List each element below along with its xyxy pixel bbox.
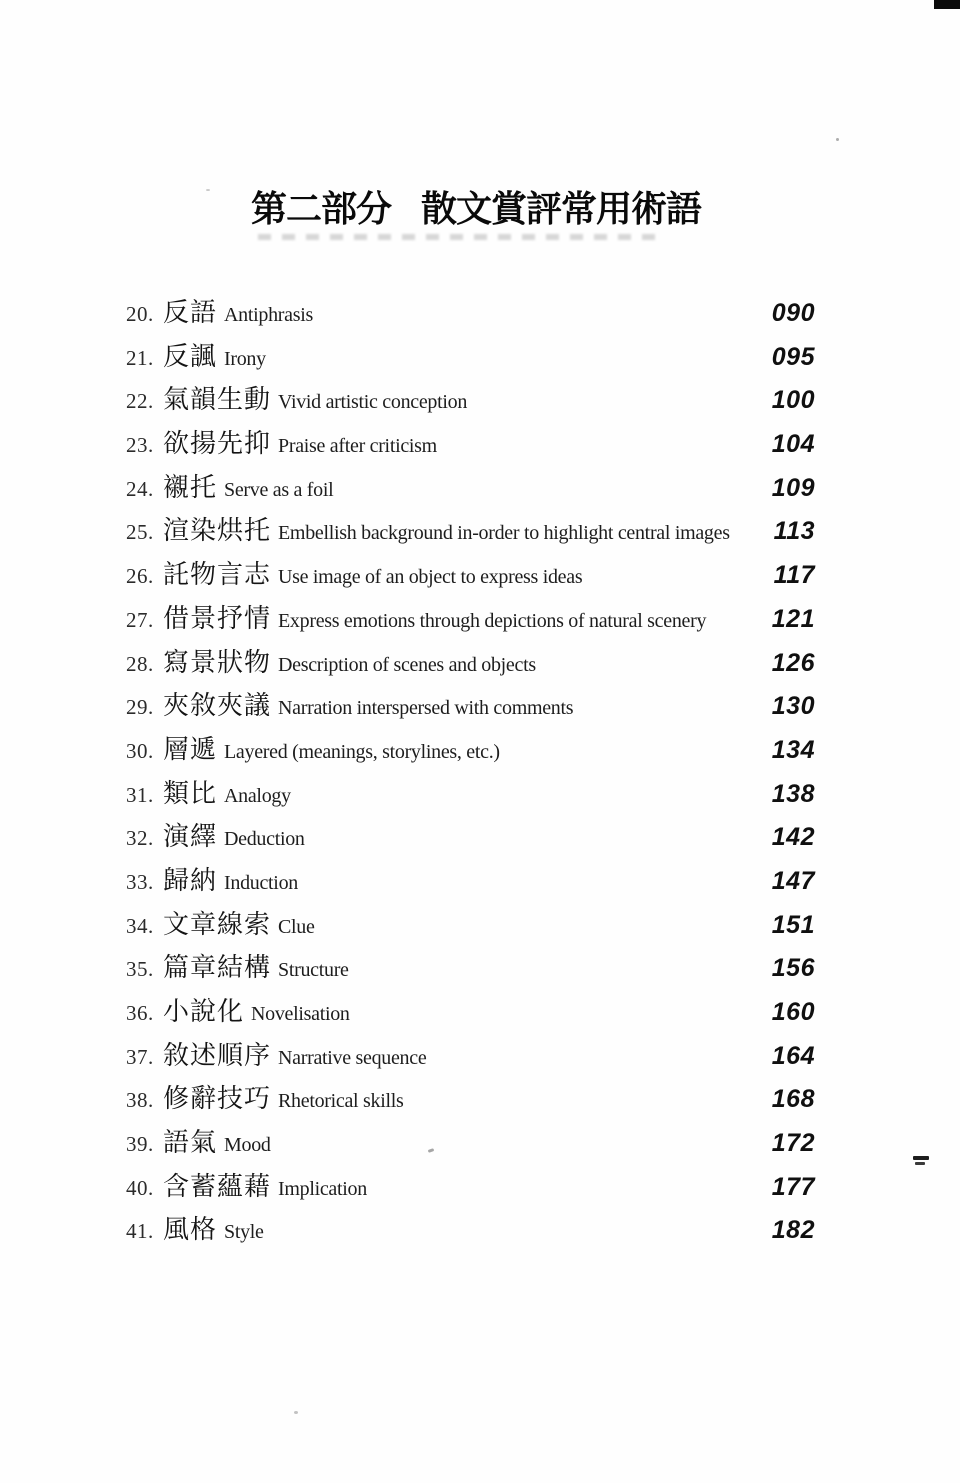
entry-page-number: 095	[771, 342, 815, 371]
entry-term-en: Mood	[224, 1134, 271, 1157]
entry-text	[163, 947, 762, 984]
entry-number: 41.	[126, 1219, 154, 1244]
entry-number: 38.	[126, 1088, 154, 1113]
page-title	[251, 190, 701, 230]
entry-term-zh: 借景抒情	[163, 603, 272, 633]
entry-term-en: Description of scenes and objects	[278, 653, 536, 676]
entry-term-en: Irony	[224, 347, 266, 370]
entry-term-en: Express emotions through depictions of natural scenery	[278, 609, 707, 632]
entry-term-zh: 反語	[163, 298, 218, 327]
scan-artifact-corner-bar	[934, 0, 960, 9]
entry-page-number: 134	[771, 735, 815, 764]
entry-term-en: Vivid artistic conception	[278, 391, 468, 414]
entry-term-zh: 小說化	[163, 997, 245, 1026]
toc-entry	[126, 947, 815, 991]
entry-term-en: Induction	[224, 871, 298, 894]
entry-page-number: 182	[771, 1216, 815, 1245]
entry-text	[163, 423, 762, 460]
entry-number: 24.	[126, 476, 154, 501]
entry-text	[163, 1078, 762, 1115]
entry-term-zh: 篇章結構	[163, 953, 272, 983]
entry-term-zh: 歸納	[163, 865, 218, 895]
entry-number: 36.	[126, 1001, 154, 1025]
entry-text	[163, 1209, 762, 1246]
toc-entry	[126, 467, 815, 511]
entry-term-zh: 寫景狀物	[163, 647, 272, 677]
entry-term-en: Layered (meanings, storylines, etc.)	[224, 740, 500, 763]
entry-text	[163, 1122, 762, 1159]
entry-number: 28.	[126, 651, 154, 676]
entry-number: 27.	[126, 607, 154, 632]
entry-page-number: 147	[771, 866, 815, 895]
toc-entry	[126, 379, 815, 423]
entry-term-en: Novelisation	[251, 1003, 350, 1025]
entry-page-number: 130	[771, 692, 815, 721]
entry-text	[163, 554, 764, 591]
toc-entry	[126, 1035, 815, 1079]
entry-term-en: Deduction	[224, 828, 305, 851]
entry-page-number: 172	[771, 1129, 815, 1158]
entry-number: 32.	[126, 826, 154, 851]
toc-entry	[126, 423, 815, 467]
entry-number: 37.	[126, 1044, 154, 1069]
entry-page-number: 160	[771, 998, 815, 1026]
toc-entry	[126, 598, 815, 642]
entry-term-en: Narrative sequence	[278, 1046, 427, 1069]
entry-page-number: 168	[771, 1085, 815, 1114]
entry-number: 33.	[126, 869, 154, 894]
entry-page-number: 090	[771, 299, 815, 327]
entry-term-en: Implication	[278, 1177, 367, 1200]
entry-term-en: Antiphrasis	[224, 304, 313, 326]
entry-page-number: 100	[771, 386, 815, 415]
entry-text	[163, 685, 762, 722]
entry-text	[163, 773, 762, 810]
entry-number: 29.	[126, 695, 154, 720]
toc-entry	[126, 991, 815, 1035]
entry-page-number: 126	[771, 648, 815, 677]
entry-page-number: 117	[773, 561, 815, 590]
scan-speck	[294, 1411, 298, 1414]
entry-term-en: Analogy	[224, 784, 291, 807]
entry-text	[163, 379, 762, 416]
toc-entry	[126, 510, 815, 554]
entry-term-zh: 欲揚先抑	[163, 429, 272, 459]
entry-text	[163, 642, 762, 679]
scan-speck	[836, 138, 839, 141]
entry-page-number: 104	[771, 430, 815, 459]
toc-entry	[126, 816, 815, 860]
entry-page-number: 138	[771, 779, 815, 808]
entry-text	[163, 510, 764, 547]
entry-term-en: Narration interspersed with comments	[278, 697, 574, 720]
entry-text	[163, 729, 762, 766]
toc-entry	[126, 554, 815, 598]
entry-term-zh: 類比	[163, 778, 218, 808]
toc-entry	[126, 336, 815, 380]
toc-entry	[126, 1166, 815, 1210]
entry-term-zh: 反諷	[163, 341, 218, 371]
entry-text	[163, 1035, 762, 1072]
entry-term-en: Clue	[278, 915, 315, 938]
entry-number: 35.	[126, 957, 154, 982]
entry-term-zh: 風格	[163, 1215, 218, 1245]
entry-term-zh: 氣韻生動	[163, 385, 272, 415]
entry-term-zh: 敘述順序	[163, 1040, 272, 1070]
entry-text	[163, 336, 762, 373]
entry-term-en: Structure	[278, 959, 349, 982]
entry-term-zh: 語氣	[163, 1128, 218, 1158]
entry-number: 30.	[126, 738, 154, 763]
entry-text	[163, 991, 762, 1028]
scan-artifact-edge-dash	[915, 1162, 925, 1165]
entry-page-number: 121	[771, 604, 815, 633]
entry-term-en: Praise after criticism	[278, 435, 437, 458]
toc-entry	[126, 685, 815, 729]
entry-term-en: Embellish background in-order to highlight central images	[278, 522, 730, 545]
entry-term-zh: 夾敘夾議	[163, 691, 272, 721]
entry-page-number: 156	[771, 954, 815, 983]
toc-entry	[126, 773, 815, 817]
entry-number: 31.	[126, 782, 154, 807]
entry-term-zh: 託物言志	[163, 560, 272, 590]
toc-entry	[126, 1122, 815, 1166]
entry-term-en: Use image of an object to express ideas	[278, 566, 583, 589]
toc-entry	[126, 642, 815, 686]
entry-term-en: Style	[224, 1221, 264, 1244]
entry-term-zh: 文章線索	[163, 909, 272, 939]
entry-term-en: Rhetorical skills	[278, 1090, 404, 1113]
entry-term-zh: 含蓄蘊藉	[163, 1171, 272, 1201]
entry-text	[163, 904, 762, 941]
toc-list	[126, 292, 815, 1253]
entry-number: 23.	[126, 433, 154, 458]
toc-entry	[126, 1209, 815, 1253]
entry-page-number: 151	[771, 910, 815, 939]
entry-term-zh: 層遞	[163, 734, 218, 764]
scan-artifact-edge-dash	[913, 1156, 929, 1160]
entry-term-en: Serve as a foil	[224, 478, 334, 501]
entry-term-zh: 演繹	[163, 822, 218, 852]
toc-entry	[126, 292, 815, 336]
toc-entry	[126, 860, 815, 904]
entry-text	[163, 292, 762, 329]
entry-text	[163, 467, 762, 504]
entry-number: 39.	[126, 1132, 154, 1157]
toc-entry	[126, 729, 815, 773]
entry-page-number: 142	[771, 823, 815, 852]
scan-smudge-under-title	[258, 234, 666, 240]
section-label: 第二部分	[251, 189, 392, 230]
entry-text	[163, 860, 762, 897]
toc-entry	[126, 904, 815, 948]
entry-text	[163, 598, 762, 635]
entry-number: 34.	[126, 913, 154, 938]
section-title: 散文賞評常用術語	[421, 189, 702, 230]
entry-number: 20.	[126, 302, 154, 326]
entry-number: 22.	[126, 389, 154, 414]
entry-page-number: 164	[771, 1041, 815, 1070]
entry-page-number: 109	[771, 473, 815, 502]
entry-page-number: 177	[771, 1172, 815, 1201]
entry-number: 40.	[126, 1175, 154, 1200]
entry-number: 21.	[126, 345, 154, 370]
entry-text	[163, 816, 762, 853]
entry-number: 26.	[126, 564, 154, 589]
toc-entry	[126, 1078, 815, 1122]
entry-term-zh: 渲染烘托	[163, 516, 272, 546]
entry-term-zh: 襯托	[163, 472, 218, 502]
scan-speck	[206, 189, 210, 191]
entry-text	[163, 1166, 762, 1203]
entry-number: 25.	[126, 520, 154, 545]
entry-term-zh: 修辭技巧	[163, 1084, 272, 1114]
entry-page-number: 113	[773, 517, 815, 546]
